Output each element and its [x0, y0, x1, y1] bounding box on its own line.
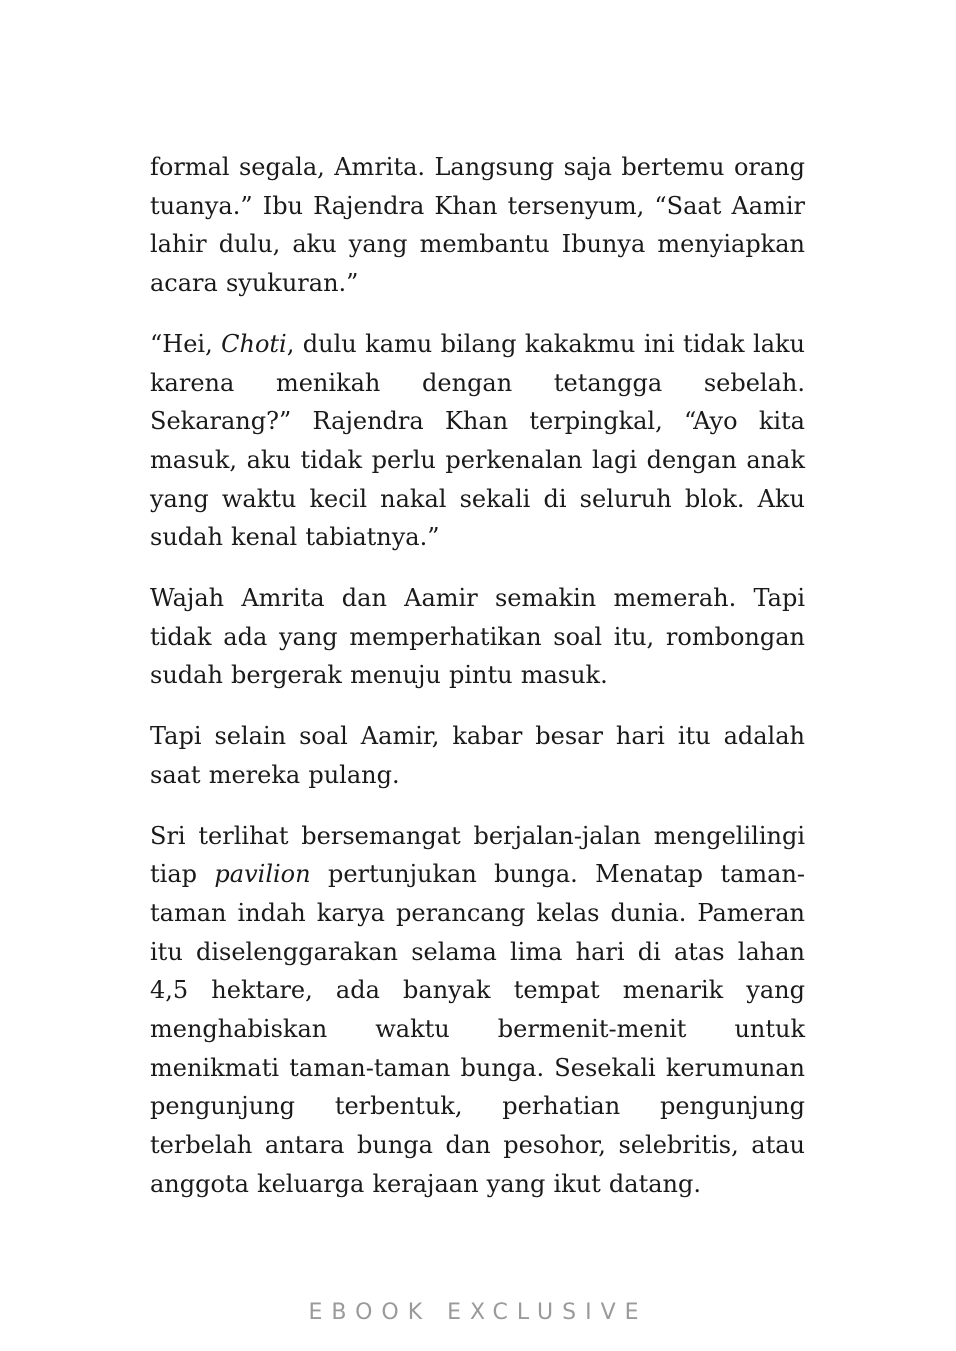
paragraph-text: Tapi selain soal Aamir, kabar besar hari itu adalah saat mereka pulang. — [150, 722, 805, 789]
paragraph-3 — [150, 579, 805, 695]
footer-ebook-exclusive: EBOOK EXCLUSIVE — [308, 1300, 648, 1325]
paragraph-text: pertunjukan bunga. Menatap taman-taman indah karya perancang kelas dunia. Pameran itu diselenggarakan selama lima hari di atas lahan 4,5 hektare, ada banyak tempat menarik yang menghabiskan waktu bermenit-menit untuk menikmati taman-taman bunga. Sesekali kerumunan pengunjung terbentuk, perhatian pengunjung terbelah antara bunga dan pesohor, selebritis, atau anggota keluarga kerajaan yang ikut datang. — [150, 860, 806, 1198]
paragraph-text: Wajah Amrita dan Aamir semakin memerah. Tapi tidak ada yang memperhatikan soal itu, rombongan sudah bergerak menuju pintu masuk. — [150, 584, 805, 690]
paragraph-text: , dulu kamu bilang kakakmu ini tidak laku karena menikah dengan tetangga sebelah. Sekarang?” Rajendra Khan terpingkal, “Ayo kita masuk, aku tidak perlu perkenalan lagi dengan anak yang waktu kecil nakal sekali di seluruh blok. Aku sudah kenal tabiatnya.” — [150, 329, 805, 552]
paragraph-4 — [150, 717, 805, 794]
paragraph-1 — [150, 148, 805, 303]
paragraph-text: “Hei, — [150, 329, 222, 358]
paragraph-5 — [150, 817, 805, 1204]
paragraph-2 — [150, 325, 805, 557]
paragraph-text: formal segala, Amrita. Langsung saja bertemu orang tuanya.” Ibu Rajendra Khan tersenyum, “Saat Aamir lahir dulu, aku yang membantu Ibunya menyiapkan acara syukuran.” — [150, 153, 805, 298]
paragraph-text: Sri terlihat bersemangat berjalan-jalan mengelilingi tiap — [150, 821, 805, 889]
italic-term-pavilion: pavilion — [214, 860, 311, 889]
italic-term-choti: Choti — [221, 329, 287, 358]
page-body — [150, 148, 805, 1226]
